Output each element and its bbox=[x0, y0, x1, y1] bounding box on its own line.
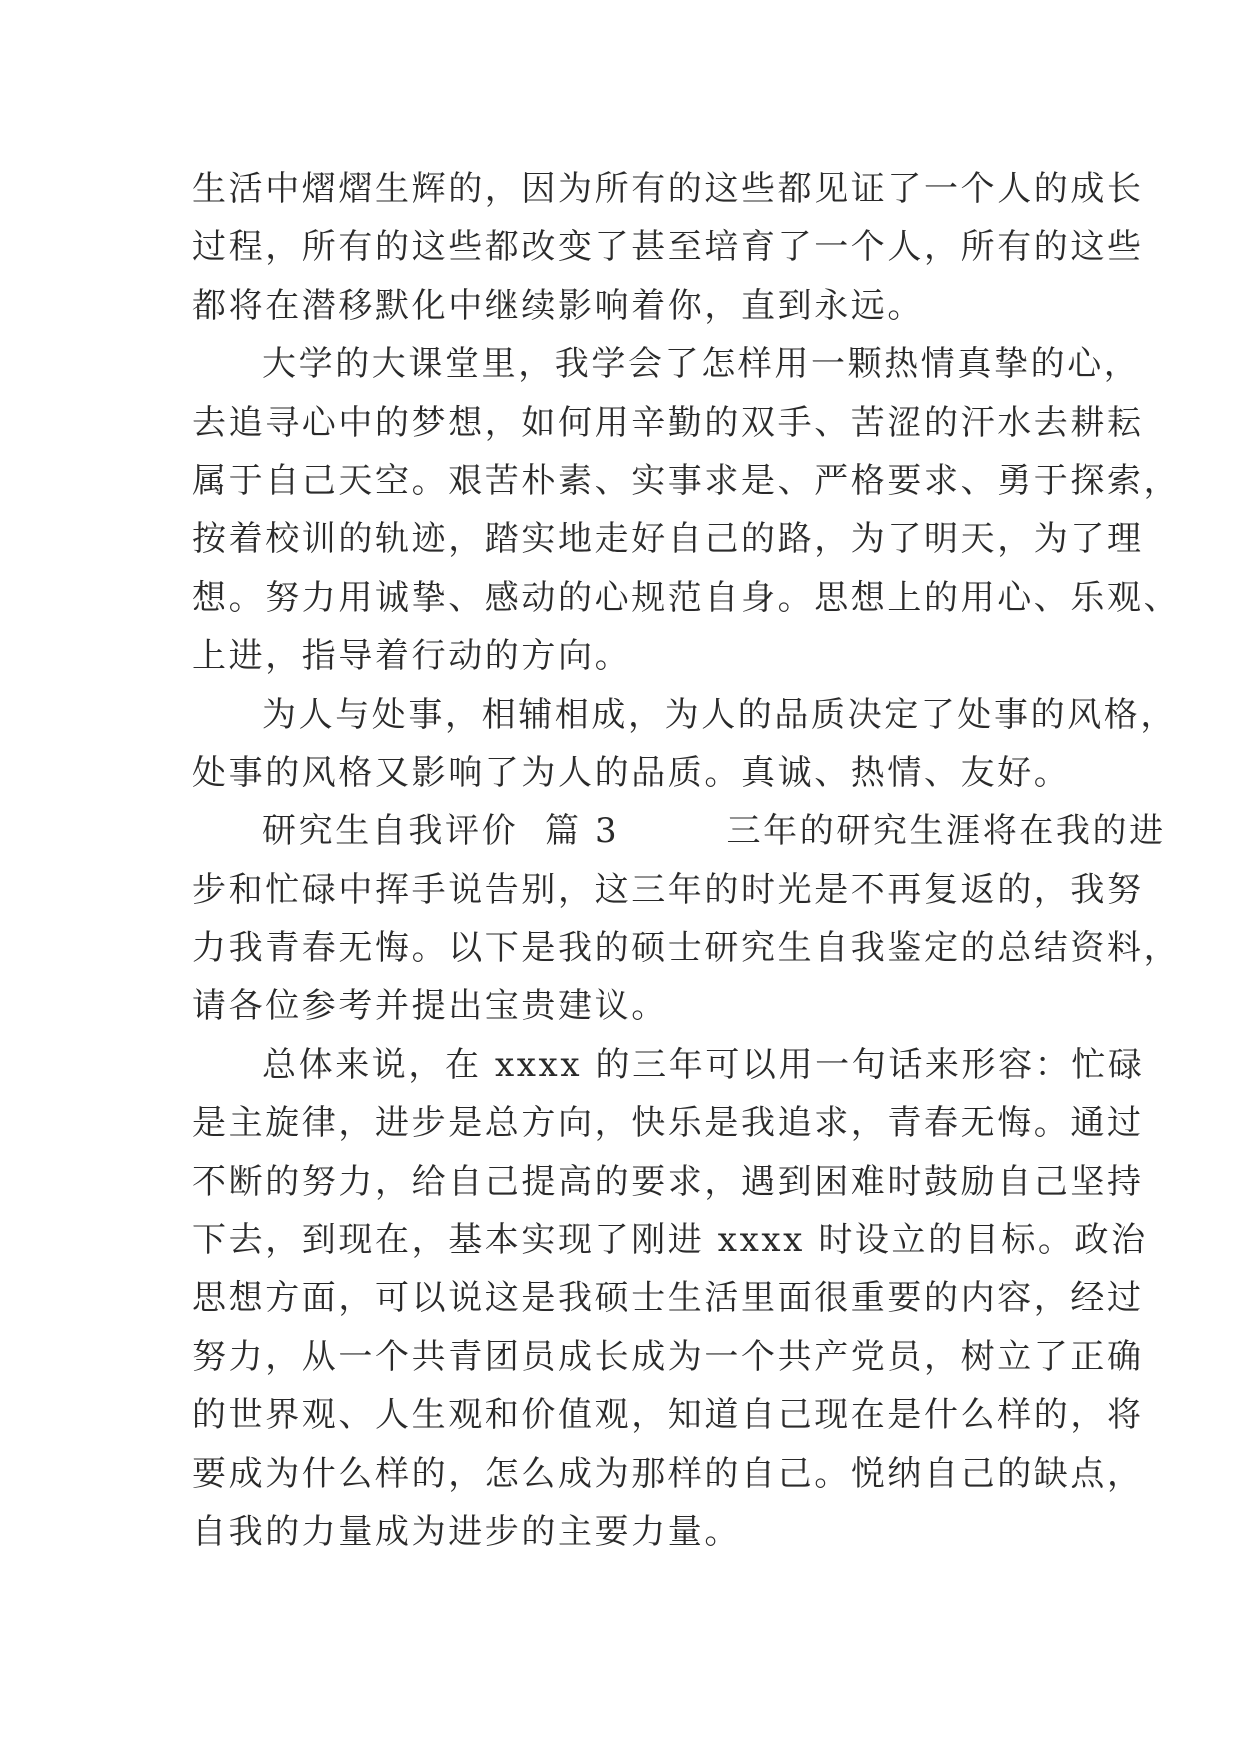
body-text bbox=[192, 160, 1181, 1561]
text-line: 的世界观、人生观和价值观，知道自己现在是什么样的，将 bbox=[192, 1395, 1144, 1436]
paragraph-first-line: 总体来说，在 xxxx 的三年可以用一句话来形容：忙碌 bbox=[262, 1044, 1145, 1085]
text-line: 过程，所有的这些都改变了甚至培育了一个人，所有的这些 bbox=[192, 227, 1144, 268]
text-line: 属于自己天空。艰苦朴素、实事求是、严格要求、勇于探索， bbox=[192, 460, 1181, 501]
text-line: 处事的风格又影响了为人的品质。真诚、热情、友好。 bbox=[192, 752, 1071, 793]
text-line: 请各位参考并提出宝贵建议。 bbox=[192, 986, 668, 1027]
text-line: 不断的努力，给自己提高的要求，遇到困难时鼓励自己坚持 bbox=[192, 1161, 1144, 1202]
text-line: 去追寻心中的梦想，如何用辛勤的双手、苦涩的汗水去耕耘 bbox=[192, 402, 1144, 443]
text-line: 生活中熠熠生辉的，因为所有的这些都见证了一个人的成长 bbox=[192, 169, 1144, 209]
text-line: 下去，到现在，基本实现了刚进 xxxx 时设立的目标。政治 bbox=[192, 1220, 1148, 1261]
section-heading-line: 研究生自我评价 篇 3 三年的研究生涯将在我的进 bbox=[262, 811, 1166, 852]
text-line: 按着校训的轨迹，踏实地走好自己的路，为了明天，为了理 bbox=[192, 519, 1144, 560]
text-line: 是主旋律，进步是总方向，快乐是我追求，青春无悔。通过 bbox=[192, 1103, 1144, 1144]
text-line: 努力，从一个共青团员成长成为一个共产党员，树立了正确 bbox=[192, 1336, 1144, 1377]
text-line: 想。努力用诚挚、感动的心规范自身。思想上的用心、乐观、 bbox=[192, 577, 1181, 618]
text-line: 力我青春无悔。以下是我的硕士研究生自我鉴定的总结资料， bbox=[192, 928, 1181, 969]
text-line: 要成为什么样的，怎么成为那样的自己。悦纳自己的缺点， bbox=[192, 1453, 1144, 1494]
paragraph-first-line: 为人与处事，相辅相成，为人的品质决定了处事的风格， bbox=[262, 694, 1177, 735]
text-line: 自我的力量成为进步的主要力量。 bbox=[192, 1511, 741, 1552]
text-line: 思想方面，可以说这是我硕士生活里面很重要的内容，经过 bbox=[192, 1278, 1144, 1319]
paragraph-first-line: 大学的大课堂里，我学会了怎样用一颗热情真挚的心， bbox=[262, 344, 1141, 385]
text-line: 上进，指导着行动的方向。 bbox=[192, 636, 632, 677]
text-line: 步和忙碌中挥手说告别，这三年的时光是不再复返的，我努 bbox=[192, 869, 1144, 910]
text-line: 都将在潜移默化中继续影响着你，直到永远。 bbox=[192, 285, 924, 326]
